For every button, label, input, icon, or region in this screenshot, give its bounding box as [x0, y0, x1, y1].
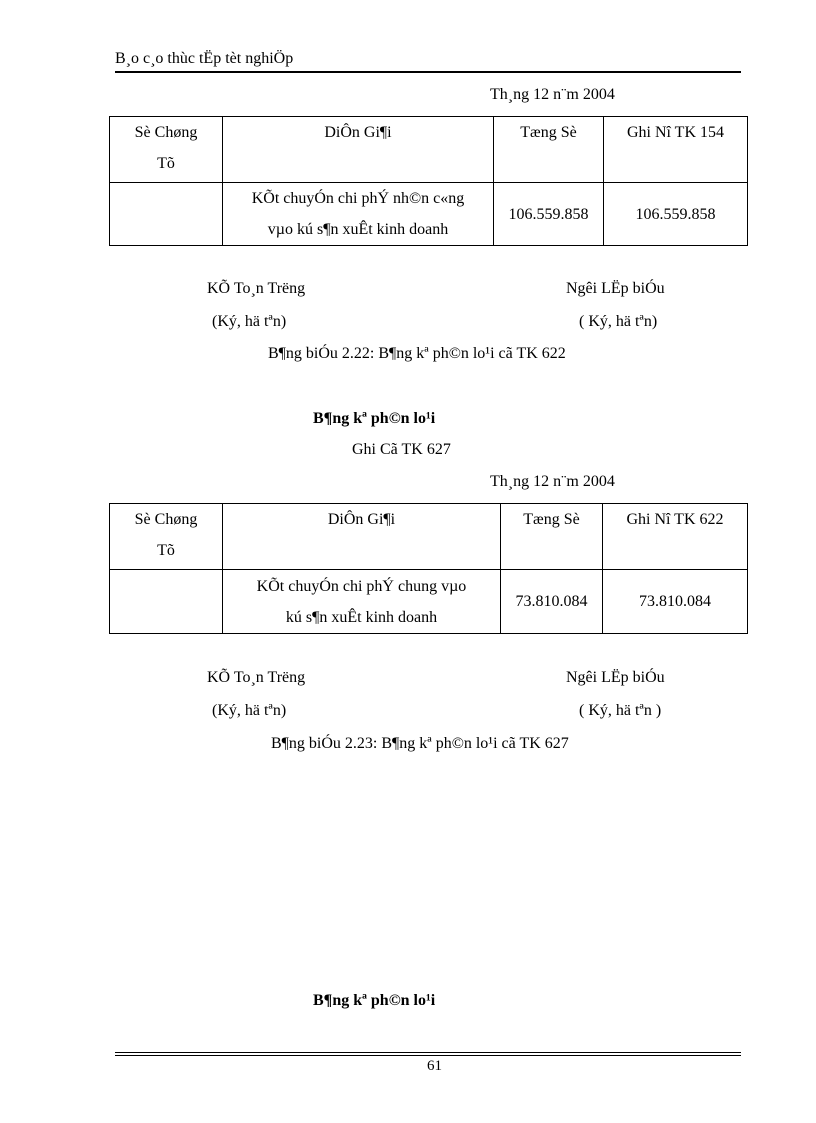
- footer-rule: [115, 1052, 741, 1053]
- col-header-debit: Ghi Nî TK 154: [604, 117, 748, 183]
- col-header-doc-no-line2: Tõ: [157, 155, 175, 172]
- section1-date: Th¸ng 12 n¨m 2004: [490, 86, 615, 103]
- section1-sig-right: Ngêi LËp biÓu: [566, 280, 665, 297]
- section1-sig-right-note: ( Ký, hä tªn): [579, 313, 658, 330]
- footer-rule-double: [115, 1055, 741, 1056]
- col-header-description: DiÔn Gi¶i: [223, 117, 494, 183]
- cell-description-line2: vµo kú s¶n xuÊt kinh doanh: [267, 221, 449, 238]
- cell-total: 73.810.084: [501, 570, 603, 634]
- table-header-row: [110, 117, 748, 183]
- col-header-doc-no: [110, 117, 223, 183]
- col-header-total: Tæng Sè: [494, 117, 604, 183]
- table-header-row: [110, 504, 748, 570]
- section1-sig-left: KÕ To¸n Trëng: [207, 280, 306, 297]
- section2-date: Th¸ng 12 n¨m 2004: [490, 473, 615, 490]
- section1-sig-left-note: (Ký, hä tªn): [212, 313, 287, 330]
- table-row: [110, 183, 748, 246]
- section2-subtitle: Ghi Cã TK 627: [352, 441, 451, 458]
- header-rule: [115, 71, 741, 73]
- section2-sig-left-note: (Ký, hä tªn): [212, 702, 287, 719]
- page-number: 61: [427, 1058, 442, 1074]
- cell-description: [223, 183, 494, 246]
- cell-description-line1: KÕt chuyÓn chi phÝ nh©n c«ng: [251, 190, 465, 207]
- col-header-debit: Ghi Nî TK 622: [603, 504, 748, 570]
- cell-doc-no: [110, 570, 223, 634]
- section3-title: B¶ng kª ph©n lo¹i: [313, 992, 436, 1009]
- col-header-doc-no-line2: Tõ: [157, 542, 175, 559]
- running-header: B¸o c¸o thùc tËp tèt nghiÖp: [115, 50, 294, 67]
- col-header-description: DiÔn Gi¶i: [223, 504, 501, 570]
- section1-table: [109, 116, 748, 246]
- table-row: [110, 570, 748, 634]
- cell-total: 106.559.858: [494, 183, 604, 246]
- col-header-total: Tæng Sè: [501, 504, 603, 570]
- cell-description-line1: KÕt chuyÓn chi phÝ chung vµo: [256, 577, 467, 595]
- cell-description: [223, 570, 501, 634]
- cell-debit: 73.810.084: [603, 570, 748, 634]
- section2-caption: B¶ng biÓu 2.23: B¶ng kª ph©n lo¹i cã TK 627: [271, 735, 569, 752]
- cell-doc-no: [110, 183, 223, 246]
- section1-caption: B¶ng biÓu 2.22: B¶ng kª ph©n lo¹i cã TK 622: [268, 345, 566, 362]
- col-header-doc-no-line1: Sè Chøng: [134, 124, 198, 141]
- cell-description-line2: kú s¶n xuÊt kinh doanh: [285, 608, 438, 626]
- col-header-doc-no: [110, 504, 223, 570]
- section2-sig-right-note: ( Ký, hä tªn ): [579, 702, 662, 719]
- cell-debit: 106.559.858: [604, 183, 748, 246]
- section2-table: [109, 503, 748, 634]
- section2-sig-left: KÕ To¸n Trëng: [207, 669, 306, 686]
- section2-title: B¶ng kª ph©n lo¹i: [313, 410, 436, 427]
- col-header-doc-no-line1: Sè Chøng: [134, 511, 198, 528]
- section2-sig-right: Ngêi LËp biÓu: [566, 669, 665, 686]
